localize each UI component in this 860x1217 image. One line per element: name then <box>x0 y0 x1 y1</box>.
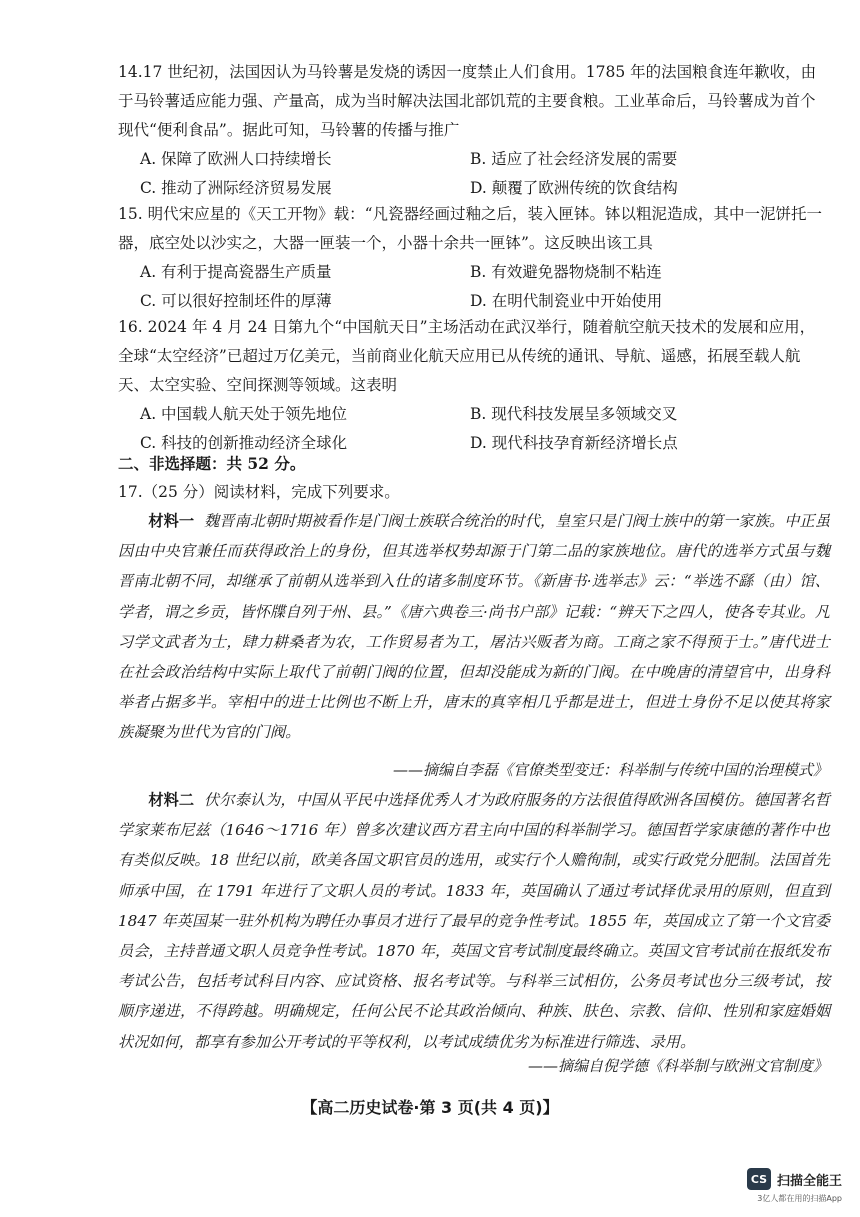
brand-tagline: 3亿人都在用的扫描App <box>757 1194 842 1203</box>
option-b: B. 现代科技发展呈多领域交叉 <box>470 405 678 423</box>
camscanner-logo-icon: CS <box>747 1168 771 1190</box>
options <box>140 258 830 316</box>
material-source: ——摘编自李磊《官僚类型变迁：科举制与传统中国的治理模式》 <box>392 761 828 779</box>
option-d: D. 现代科技孕育新经济增长点 <box>470 434 678 452</box>
material-heading: 材料二 <box>148 791 195 809</box>
question-stem: 15. 明代宋应星的《天工开物》载：“凡瓷器经画过釉之后，装入匣钵。钵以粗泥造成，其中一泥饼托一器，底空处以沙实之，大器一匣装一个，小器十余共一匣钵”。这反映出该工具 <box>118 205 823 252</box>
option-d: D. 颠覆了欧洲传统的饮食结构 <box>470 179 678 197</box>
scanner-watermark <box>747 1168 842 1190</box>
option-b: B. 有效避免器物烧制不粘连 <box>470 263 662 281</box>
option-b: B. 适应了社会经济发展的需要 <box>470 150 678 168</box>
question-stem: 16. 2024 年 4 月 24 日第九个“中国航天日”主场活动在武汉举行，随着航空航天技术的发展和应用，全球“太空经济”已超过万亿美元，当前商业化航天应用已从传统的通讯、导航、遥感，拓展至载人航天、太空实验、空间探测等领域。这表明 <box>118 318 816 394</box>
option-d: D. 在明代制瓷业中开始使用 <box>470 292 663 310</box>
question-stem: 14.17 世纪初，法国因认为马铃薯是发烧的诱因一度禁止人们食用。1785 年的法国粮食连年歉收，由于马铃薯适应能力强、产量高，成为当时解决法国北部饥荒的主要食粮。工业革命后，马铃薯成为首个现代“便利食品”。据此可知，马铃薯的传播与推广 <box>118 63 817 139</box>
option-c: C. 可以很好控制坯件的厚薄 <box>140 292 332 310</box>
option-c: C. 科技的创新推动经济全球化 <box>140 434 348 452</box>
option-a: A. 保障了欧洲人口持续增长 <box>140 150 332 168</box>
question-16 <box>118 313 830 458</box>
options <box>140 145 830 203</box>
material-one <box>118 506 830 748</box>
material-text: 伏尔泰认为，中国从平民中选择优秀人才为政府服务的方法很值得欧洲各国模仿。德国著名哲学家莱布尼兹（1646～1716 年）曾多次建议西方君主向中国的科举制学习。德国哲学家康德的著作中也有类似反映。18 世纪以前，欧美各国文职官员的选用，或实行个人赡徇制，或实行政党分肥制。法国首先师承中国，在 1791 年进行了文职人员的考试。1833 年，英国确认了通过考试择优录用的原则，但直到 1847 年英国某一驻外机构为聘任办事员才进行了最早的竞争性考试。1855 年，英国成立了第一个文官委员会，主持普通文职人员竞争性考试。1870 年，英国文官考试制度最终确立。英国文官考试前在报纸发布考试公告，包括考试科目内容、应试资格、报名考试等。与科举三试相仿，公务员考试也分三级考试，按顺序递进，不得跨越。明确规定，任何公民不论其政治倾向、种族、肤色、宗教、信仰、性别和家庭婚姻状况如何，都享有参加公开考试的平等权利，以考试成绩优劣为标准进行筛选、录用。 <box>118 791 831 1051</box>
material-source: ——摘编自倪学德《科举制与欧洲文官制度》 <box>527 1057 828 1075</box>
option-a: A. 中国载人航天处于领先地位 <box>140 405 348 423</box>
brand-name: 扫描全能王 <box>776 1173 842 1189</box>
option-c: C. 推动了洲际经济贸易发展 <box>140 179 332 197</box>
material-two <box>118 785 830 1057</box>
material-heading: 材料一 <box>148 512 195 530</box>
question-15 <box>118 200 830 316</box>
section-heading: 二、非选择题：共 52 分。 <box>118 454 306 473</box>
question-14 <box>118 58 830 203</box>
option-a: A. 有利于提高瓷器生产质量 <box>140 263 332 281</box>
question-17: 17.（25 分）阅读材料，完成下列要求。 <box>118 483 400 501</box>
page-footer: 【高二历史试卷·第 3 页(共 4 页)】 <box>301 1098 559 1117</box>
material-text: 魏晋南北朝时期被看作是门阀士族联合统治的时代，皇室只是门阀士族中的第一家族。中正虽因由中央官兼任而获得政治上的身份，但其选举权势却源于门第二品的家族地位。唐代的选举方式虽与魏晋南北朝不同，却继承了前朝从选举到入仕的诸多制度环节。《新唐书·选举志》云：“举选不繇（由）馆、学者，谓之乡贡，皆怀牒自列于州、县。”《唐六典卷三·尚书户部》记载：“辨天下之四人，使各专其业。凡习学文武者为士，肆力耕桑者为农，工作贸易者为工，屠沽兴贩者为商。工商之家不得预于士。”唐代进士在社会政治结构中实际上取代了前朝门阀的位置，但却没能成为新的门阀。在中晚唐的清望官中，出身科举者占据多半。宰相中的进士比例也不断上升，唐末的真宰相几乎都是进士，但进士身份不足以使其将家族凝聚为世代为官的门阀。 <box>118 512 831 742</box>
